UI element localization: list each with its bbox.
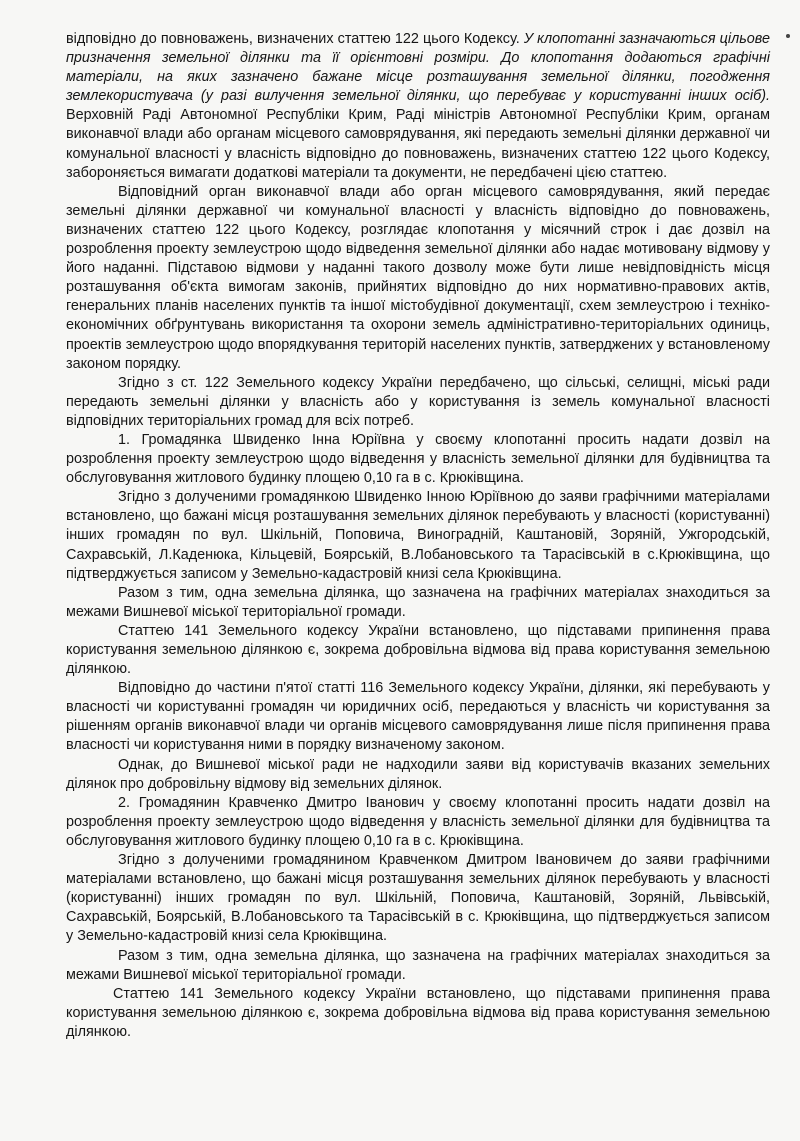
text-run: Згідно з ст. 122 Земельного кодексу України передбачено, що сільські, селищні, міські ради передають земельні ділянки у власність або у користування із земель комунальної власності відповідних територіальних громад для всіх потреб. — [66, 374, 770, 429]
paragraph-4 — [66, 431, 770, 488]
paragraph-8 — [66, 679, 770, 755]
paragraph-9 — [66, 756, 770, 794]
text-run: Разом з тим, одна земельна ділянка, що зазначена на графічних матеріалах знаходиться за межами Вишневої міської територіальної громади. — [66, 584, 770, 620]
paragraph-1 — [66, 30, 770, 183]
text-run: Верховній Раді Автономної Республіки Крим, Раді міністрів Автономної Республіки Крим, органам виконавчої влади або органам місцевого самоврядування, які передають земельні ділянки державної чи комунальної власності у власність відповідно до повноважень, визначених статтею 122 цього Кодексу, забороняється вимагати додаткові матеріали та документи, не передбачені цією статтею. — [66, 107, 770, 181]
paragraph-6 — [66, 584, 770, 622]
text-run: Відповідний орган виконавчої влади або орган місцевого самоврядування, який передає земельні ділянки державної чи комунальної власності у власність відповідно до повноважень, визначених статтею 122 цього Кодексу, розглядає клопотання у місячний строк і дає дозвіл на розроблення проекту землеустрою щодо відведення земельної ділянки або надає мотивовану відмову у його наданні. Підставою відмови у наданні такого дозволу може бути лише невідповідність місця розташування об'єкта вимогам законів, прийнятих відповідно до них нормативно-правових актів, генеральних планів населених пунктів та іншої містобудівної документації, схем землеустрою і техніко-економічних обґрунтувань використання та охорони земель адміністративно-територіальних одиниць, проектів землеустрою щодо впорядкування територій населених пунктів, затверджених у встановленому законом порядку. — [66, 183, 770, 372]
paragraph-2 — [66, 183, 770, 374]
paragraph-12 — [66, 947, 770, 985]
paragraph-3 — [66, 374, 770, 431]
text-run: відповідно до повноважень, визначених статтею 122 цього Кодексу. — [66, 31, 524, 47]
text-run: Однак, до Вишневої міської ради не надходили заяви від користувачів вказаних земельних ділянок про добровільну відмову від земельних ділянок. — [66, 756, 770, 792]
text-run: Разом з тим, одна земельна ділянка, що зазначена на графічних матеріалах знаходиться за межами Вишневої міської територіальної громади. — [66, 947, 770, 983]
paragraph-11 — [66, 851, 770, 946]
paragraph-5 — [66, 488, 770, 583]
paragraph-10 — [66, 794, 770, 851]
paragraph-13 — [66, 985, 770, 1042]
text-run: Відповідно до частини п'ятої статті 116 Земельного кодексу України, ділянки, які перебувають у власності чи користуванні громадян чи юридичних осіб, передаються у власність чи користування за рішенням органів виконавчої влади чи органів місцевого самоврядування лише після припинення права власності чи користування ними в порядку визначеному законом. — [66, 680, 770, 754]
paragraph-7 — [66, 622, 770, 679]
text-run: Статтею 141 Земельного кодексу України встановлено, що підставами припинення права користування земельною ділянкою є, зокрема добровільна відмова від права користування земельною ділянкою. — [66, 985, 770, 1040]
text-run-italic: У клопотанні зазначаються цільове призначення земельної ділянки та її орієнтовні розміри. До клопотання додаються графічні матеріали, на яких зазначено бажане місце розташування земельної ділянки, погодження землекористувача (у разі вилучення земельної ділянки, що перебуває у користуванні інших осіб). — [66, 31, 770, 105]
text-run: 1. Громадянка Швиденко Інна Юріївна у своєму клопотанні просить надати дозвіл на розроблення проекту землеустрою щодо відведення у власність земельної ділянки для будівництва та обслуговування житлового будинку площею 0,10 га в с. Крюківщина. — [66, 431, 770, 487]
text-run: 2. Громадянин Кравченко Дмитро Іванович у своєму клопотанні просить надати дозвіл на розроблення проекту землеустрою щодо відведення у власність земельної ділянки для будівництва та обслуговування житлового будинку площею 0,10 га в с. Крюківщина. — [66, 794, 770, 849]
text-run: Згідно з долученими громадянином Кравченком Дмитром Івановичем до заяви графічними матеріалами встановлено, що бажані місця розташування земельних ділянок перебувають у власності (користуванні) інших громадян по вул. Шкільній, Поповича, Каштановій, Зоряній, Львівській, Сахравській, Боярській, В.Лобановського та Тарасівській в с. Крюківщина, що підтверджується записом у Земельно-кадастровій книзі села Крюківщина. — [66, 852, 770, 945]
text-run: Статтею 141 Земельного кодексу України встановлено, що підставами припинення права користування земельною ділянкою є, зокрема добровільна відмова від права користування земельною ділянкою. — [66, 622, 770, 678]
scan-speck — [786, 34, 790, 38]
text-run: Згідно з долученими громадянкою Швиденко Інною Юріївною до заяви графічними матеріалами встановлено, що бажані місця розташування земельних ділянок перебувають у власності (користуванні) інших громадян по вул. Шкільній, Поповича, Виноградній, Каштановій, Зоряній, Ужгородській, Сахравській, Л.Каденюка, Кільцевій, Боярській, В.Лобановського та Тарасівській в с.Крюківщина, що підтверджується записом у Земельно-кадастровій книзі села Крюківщина. — [66, 489, 770, 582]
